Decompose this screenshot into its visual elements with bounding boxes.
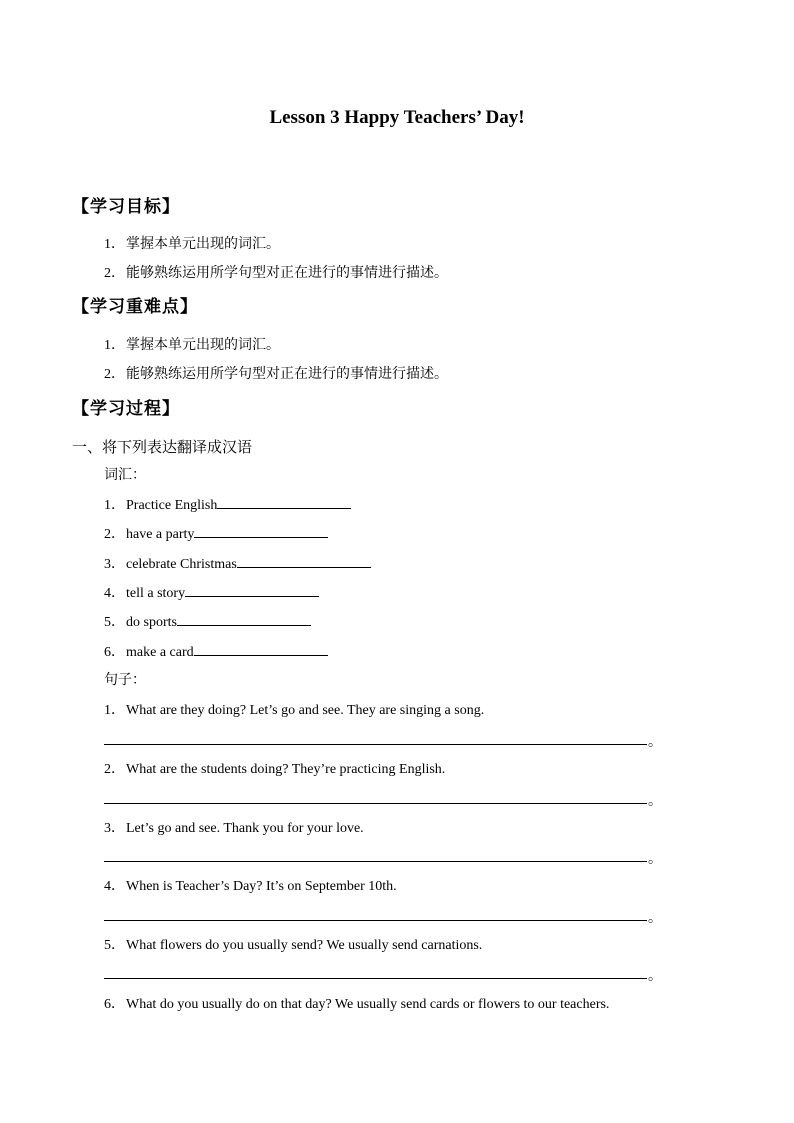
- vocab-item: [104, 582, 319, 602]
- item-number: 6．: [104, 997, 125, 1012]
- item-number: 3．: [104, 821, 125, 836]
- item-number: 6．: [104, 645, 125, 660]
- part1-title: 一、将下列表达翻译成汉语: [72, 438, 253, 456]
- sentence-item: [104, 993, 609, 1013]
- vocab-item: [104, 611, 311, 631]
- answer-line[interactable]: [104, 803, 647, 804]
- vocab-text: make a card: [126, 645, 194, 660]
- objectives-heading: 【学习目标】: [72, 197, 180, 217]
- sentence-item: [104, 699, 484, 719]
- process-heading: 【学习过程】: [72, 399, 180, 419]
- sentence-text: What are they doing? Let’s go and see. They are singing a song.: [126, 703, 485, 718]
- item-number: 1．: [104, 237, 125, 252]
- answer-blank[interactable]: [185, 584, 319, 597]
- item-number: 4．: [104, 586, 125, 601]
- vocab-text: have a party: [126, 527, 195, 542]
- vocab-label: 词汇：: [104, 467, 146, 483]
- page-title: Lesson 3 Happy Teachers’ Day!: [269, 107, 525, 128]
- objective-item: [104, 233, 280, 253]
- vocab-text: tell a story: [126, 586, 186, 601]
- vocab-text: celebrate Christmas: [126, 557, 237, 572]
- sentence-label: 句子：: [104, 672, 146, 688]
- item-number: 1．: [104, 338, 125, 353]
- item-number: 4．: [104, 879, 125, 894]
- item-number: 3．: [104, 557, 125, 572]
- sentence-text: What are the students doing? They’re practicing English.: [126, 762, 446, 777]
- answer-blank[interactable]: [194, 643, 328, 656]
- sentence-text: What do you usually do on that day? We usually send cards or flowers to our teachers.: [126, 997, 610, 1012]
- vocab-item: [104, 494, 351, 514]
- item-number: 2．: [104, 266, 125, 281]
- item-text: 掌握本单元出现的词汇。: [126, 337, 280, 353]
- vocab-item: [104, 641, 328, 661]
- period-mark: 。: [648, 793, 662, 809]
- item-number: 1．: [104, 703, 125, 718]
- objective-item: [104, 262, 448, 282]
- answer-line[interactable]: [104, 920, 647, 921]
- item-number: 5．: [104, 938, 125, 953]
- item-number: 1．: [104, 498, 125, 513]
- answer-line[interactable]: [104, 744, 647, 745]
- answer-line[interactable]: [104, 978, 647, 979]
- answer-blank[interactable]: [177, 613, 311, 626]
- item-number: 2．: [104, 367, 125, 382]
- period-mark: 。: [648, 734, 662, 750]
- key-point-item: [104, 363, 448, 383]
- period-mark: 。: [648, 851, 662, 867]
- sentence-item: [104, 875, 397, 895]
- key-points-heading: 【学习重难点】: [72, 297, 198, 317]
- item-number: 2．: [104, 527, 125, 542]
- answer-blank[interactable]: [237, 555, 371, 568]
- vocab-item: [104, 523, 328, 543]
- answer-blank[interactable]: [194, 525, 328, 538]
- item-number: 2．: [104, 762, 125, 777]
- sentence-item: [104, 934, 482, 954]
- key-point-item: [104, 334, 280, 354]
- period-mark: 。: [648, 910, 662, 926]
- sentence-text: When is Teacher’s Day? It’s on September 10th.: [126, 879, 397, 894]
- vocab-item: [104, 553, 371, 573]
- sentence-item: [104, 817, 364, 837]
- sentence-item: [104, 758, 445, 778]
- item-number: 5．: [104, 615, 125, 630]
- sentence-text: What flowers do you usually send? We usually send carnations.: [126, 938, 483, 953]
- item-text: 掌握本单元出现的词汇。: [126, 236, 280, 252]
- item-text: 能够熟练运用所学句型对正在进行的事情进行描述。: [126, 366, 448, 382]
- answer-blank[interactable]: [217, 496, 351, 509]
- vocab-text: Practice English: [126, 498, 218, 513]
- answer-line[interactable]: [104, 861, 647, 862]
- vocab-text: do sports: [126, 615, 177, 630]
- item-text: 能够熟练运用所学句型对正在进行的事情进行描述。: [126, 265, 448, 281]
- period-mark: 。: [648, 968, 662, 984]
- sentence-text: Let’s go and see. Thank you for your love.: [126, 821, 364, 836]
